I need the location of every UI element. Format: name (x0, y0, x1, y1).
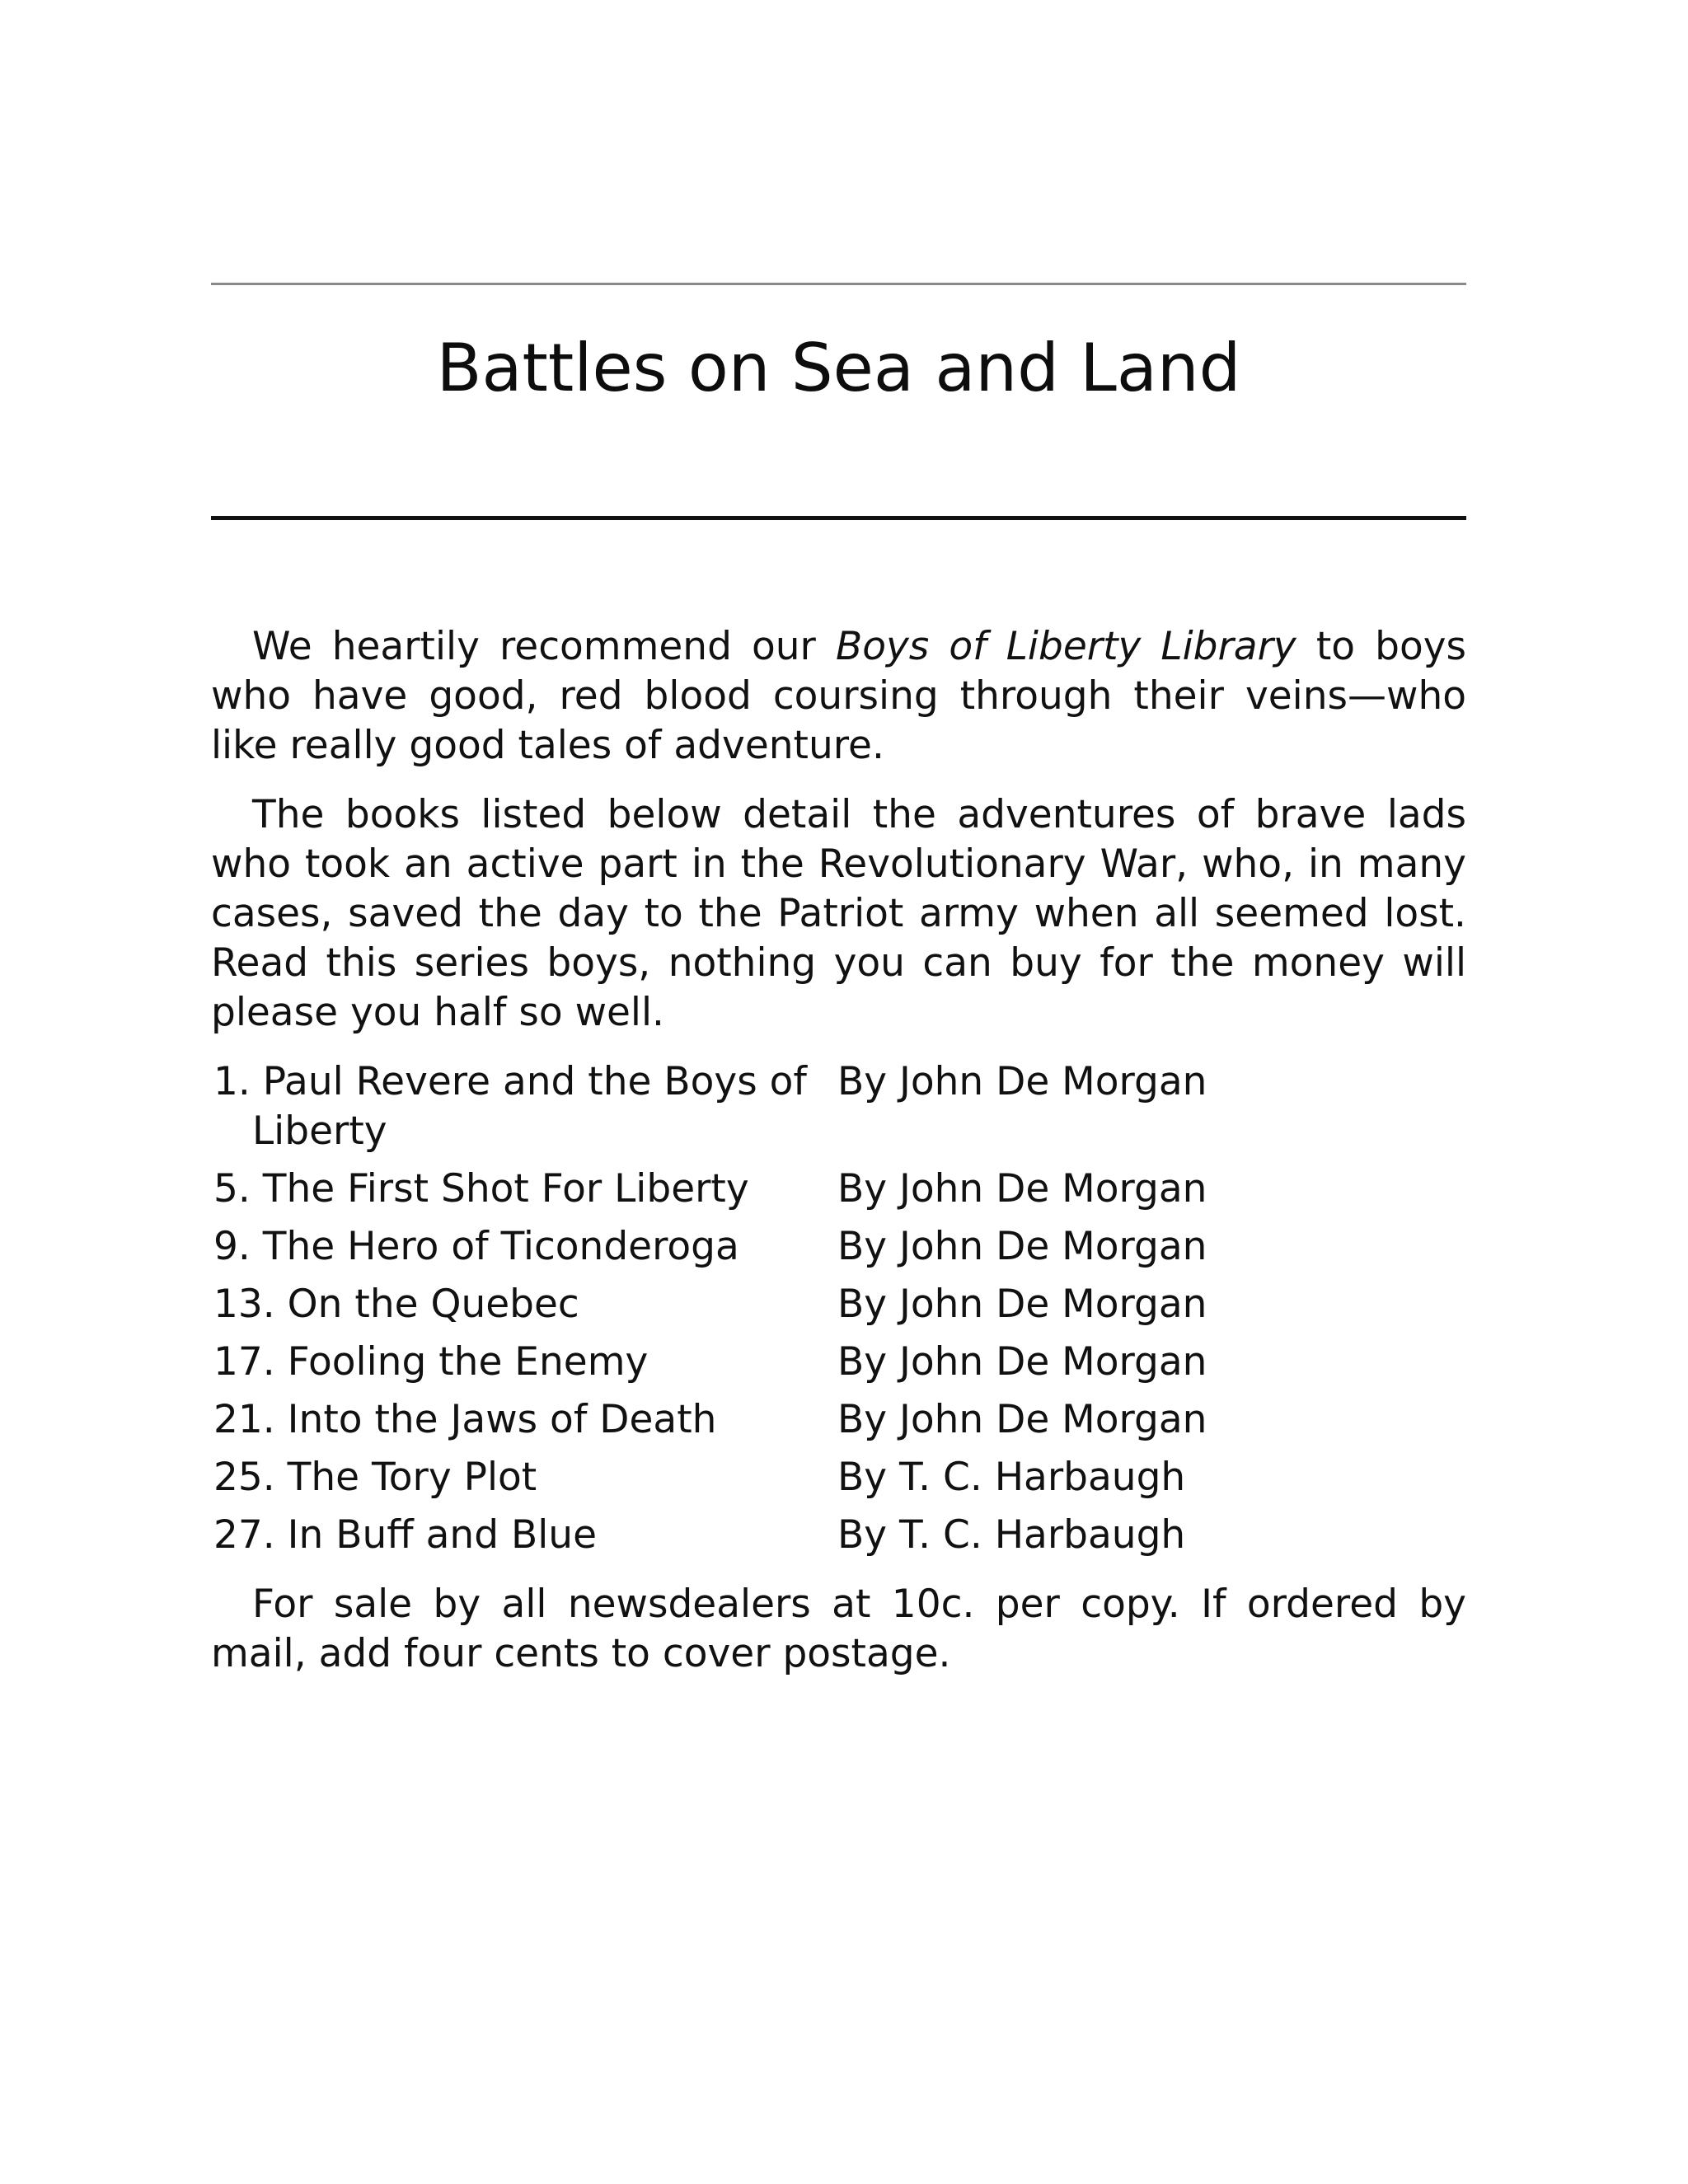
book-author: By John De Morgan (837, 1166, 1207, 1212)
intro-text-start: We heartily recommend our (252, 624, 836, 669)
book-title: 25. The Tory Plot (213, 1455, 537, 1500)
book-author: By John De Morgan (837, 1059, 1207, 1104)
list-item (211, 1280, 1466, 1329)
list-item (211, 1453, 1466, 1502)
sale-note-paragraph: For sale by all newsdealers at 10c. per copy. If ordered by mail, add four cents to cover postage. (211, 1582, 1466, 1676)
book-title: 17. Fooling the Enemy (213, 1339, 649, 1385)
book-author: By John De Morgan (837, 1282, 1207, 1327)
body-text (211, 622, 1466, 1699)
intro-text-end: to boys who have good, red blood coursing through their veins—who like really good tales of adventure. (211, 624, 1467, 768)
book-author: By John De Morgan (837, 1224, 1207, 1269)
list-item (211, 1165, 1466, 1214)
book-author: By T. C. Harbaugh (837, 1455, 1186, 1500)
title-underline-rule (211, 516, 1466, 520)
book-title: 5. The First Shot For Liberty (213, 1166, 749, 1212)
list-item (211, 1057, 1466, 1156)
book-author: By T. C. Harbaugh (837, 1512, 1186, 1558)
series-description-paragraph: The books listed below detail the adventures of brave lads who took an active part in the Revolutionary War, who, in many cases, saved the day to the Patriot army when all seemed lost. Read this series boys, nothing you can buy for the money will please you half so well. (211, 792, 1466, 1035)
book-title: 13. On the Quebec (213, 1282, 579, 1327)
library-name: Boys of Liberty Library (835, 624, 1296, 669)
book-title: 21. Into the Jaws of Death (213, 1397, 717, 1442)
book-author: By John De Morgan (837, 1339, 1207, 1385)
list-item (211, 1338, 1466, 1387)
intro-paragraph (211, 622, 1466, 771)
list-item (211, 1395, 1466, 1445)
list-item (211, 1222, 1466, 1272)
page-title: Battles on Sea and Land (436, 330, 1241, 406)
book-list (211, 1057, 1466, 1560)
book-author: By John De Morgan (837, 1397, 1207, 1442)
book-title: 1. Paul Revere and the Boys of Liberty (213, 1059, 807, 1154)
list-item (211, 1511, 1466, 1560)
page (211, 0, 1466, 2184)
book-title: 9. The Hero of Ticonderoga (213, 1224, 739, 1269)
book-title: 27. In Buff and Blue (213, 1512, 597, 1558)
top-rule (211, 283, 1466, 285)
